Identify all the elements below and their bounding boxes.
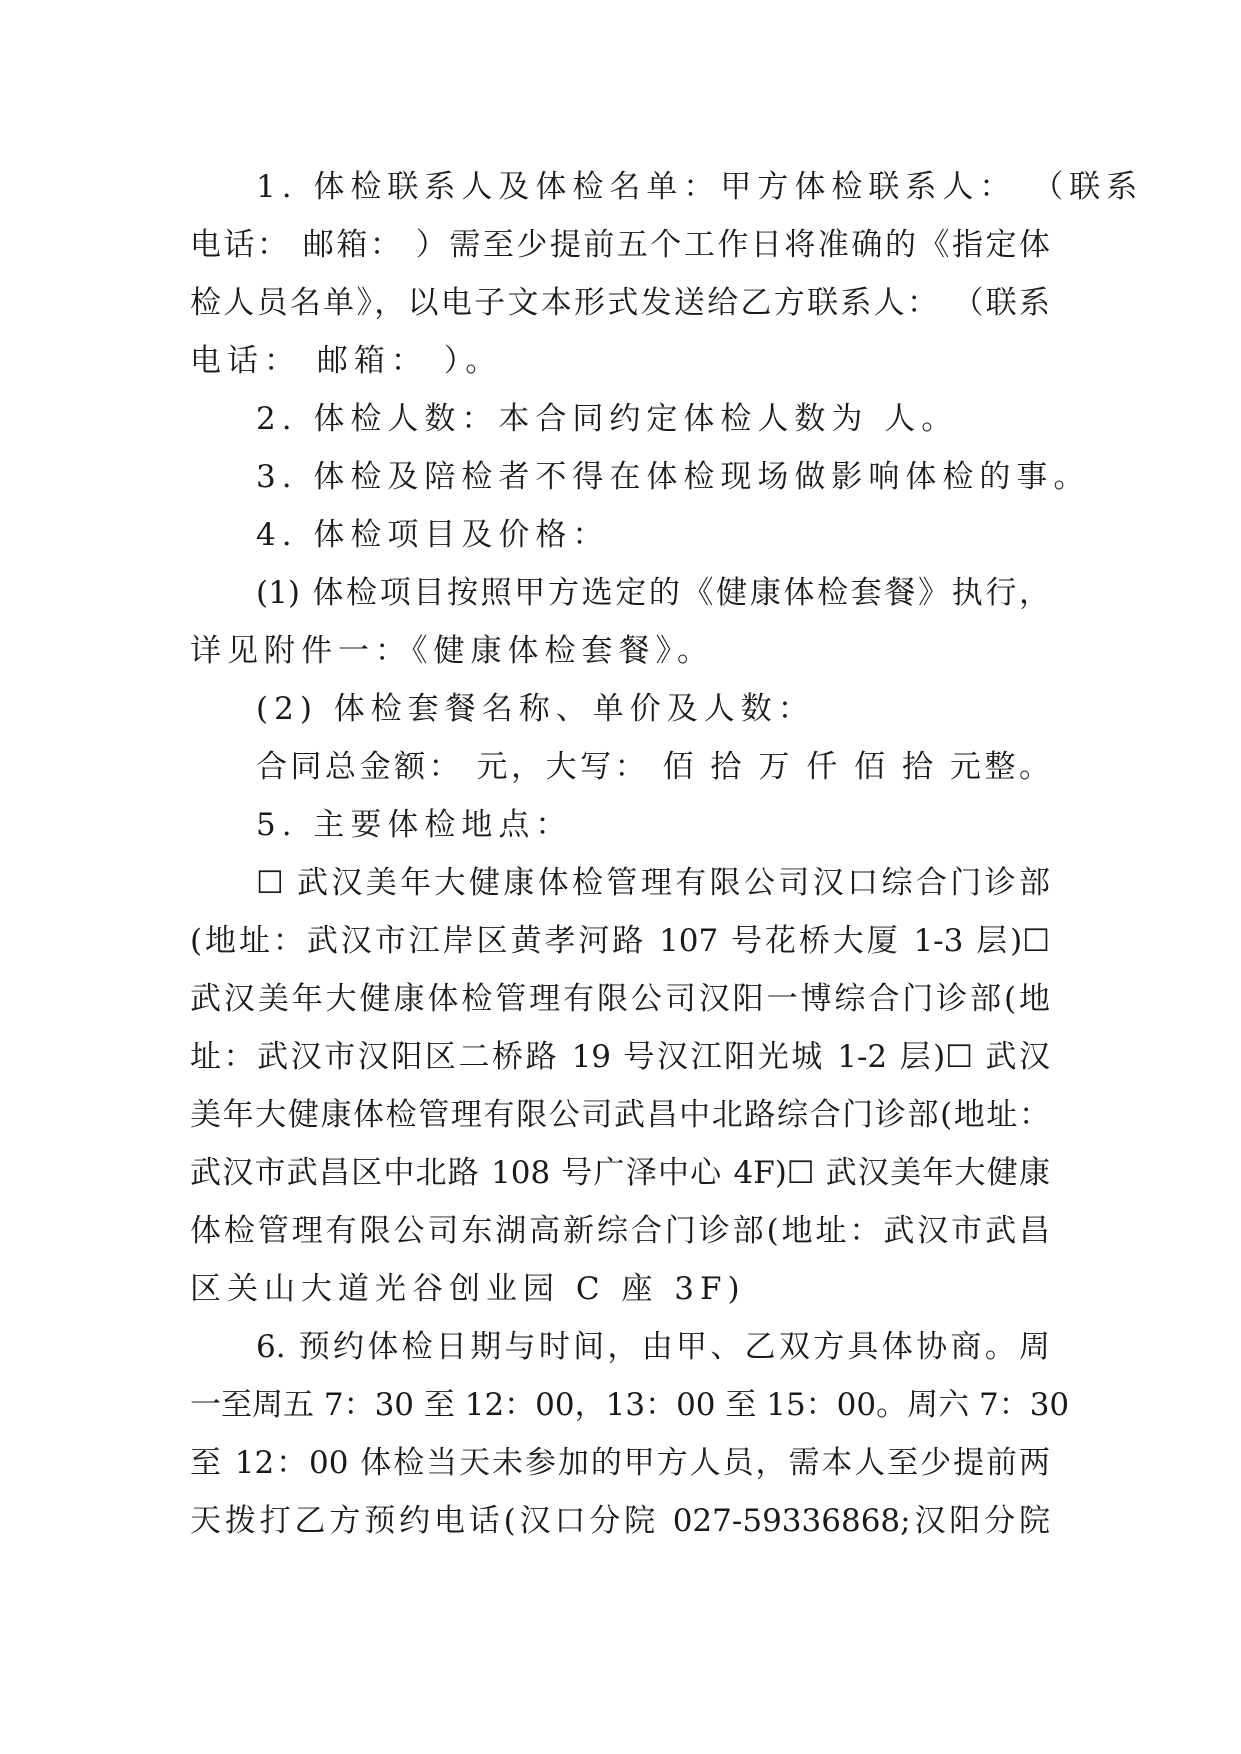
text-line: 1. 体检联系人及体检名单：甲方体检联系人： （联系 bbox=[256, 169, 1144, 205]
text-line: 至 12：00 体检当天未参加的甲方人员，需本人至少提前两 bbox=[190, 1445, 1050, 1481]
text-line: 体检管理有限公司东湖高新综合门诊部(地址：武汉市武昌 bbox=[190, 1213, 1050, 1249]
text-line: (2) 体检套餐名称、单价及人数： bbox=[256, 691, 815, 727]
text-line: 2. 体检人数：本合同约定体检人数为 人。 bbox=[256, 401, 959, 437]
text-line: (地址：武汉市江岸区黄孝河路 107 号花桥大厦 1-3 层)☐ bbox=[190, 923, 1050, 959]
text-line: 电话： 邮箱： ）。 bbox=[190, 343, 503, 379]
text-line: 美年大健康体检管理有限公司武昌中北路综合门诊部(地址： bbox=[190, 1097, 1050, 1133]
text-line: 天拨打乙方预约电话(汉口分院 027-59336868;汉阳分院 bbox=[190, 1503, 1050, 1539]
text-line: 检人员名单》，以电子文本形式发送给乙方联系人： （联系 bbox=[190, 285, 1050, 321]
text-line: 址：武汉市汉阳区二桥路 19 号汉江阳光城 1-2 层)☐ 武汉 bbox=[190, 1039, 1050, 1075]
text-line: 合同总金额： 元，大写： 佰 拾 万 仟 佰 拾 元整。 bbox=[256, 749, 1050, 785]
text-line: 区关山大道光谷创业园 C 座 3F) bbox=[190, 1271, 746, 1307]
text-line: 电话： 邮箱： ）需至少提前五个工作日将准确的《指定体 bbox=[190, 227, 1050, 263]
text-line: 3. 体检及陪检者不得在体检现场做影响体检的事。 bbox=[256, 459, 1091, 495]
text-line: 4. 体检项目及价格： bbox=[256, 517, 610, 553]
text-line: 武汉美年大健康体检管理有限公司汉阳一博综合门诊部(地 bbox=[190, 981, 1050, 1017]
text-line: 6. 预约体检日期与时间，由甲、乙双方具体协商。周 bbox=[256, 1329, 1050, 1365]
text-line: 详见附件一：《健康体检套餐》。 bbox=[190, 633, 714, 669]
text-line: ☐ 武汉美年大健康体检管理有限公司汉口综合门诊部 bbox=[256, 865, 1050, 901]
text-line: 武汉市武昌区中北路 108 号广泽中心 4F)☐ 武汉美年大健康 bbox=[190, 1155, 1050, 1191]
text-line: 5. 主要体检地点： bbox=[256, 807, 573, 843]
text-line: (1) 体检项目按照甲方选定的《健康体检套餐》执行， bbox=[256, 575, 1050, 611]
text-line: 一至周五 7：30 至 12：00，13：00 至 15：00。周六 7：30 bbox=[190, 1387, 1070, 1423]
